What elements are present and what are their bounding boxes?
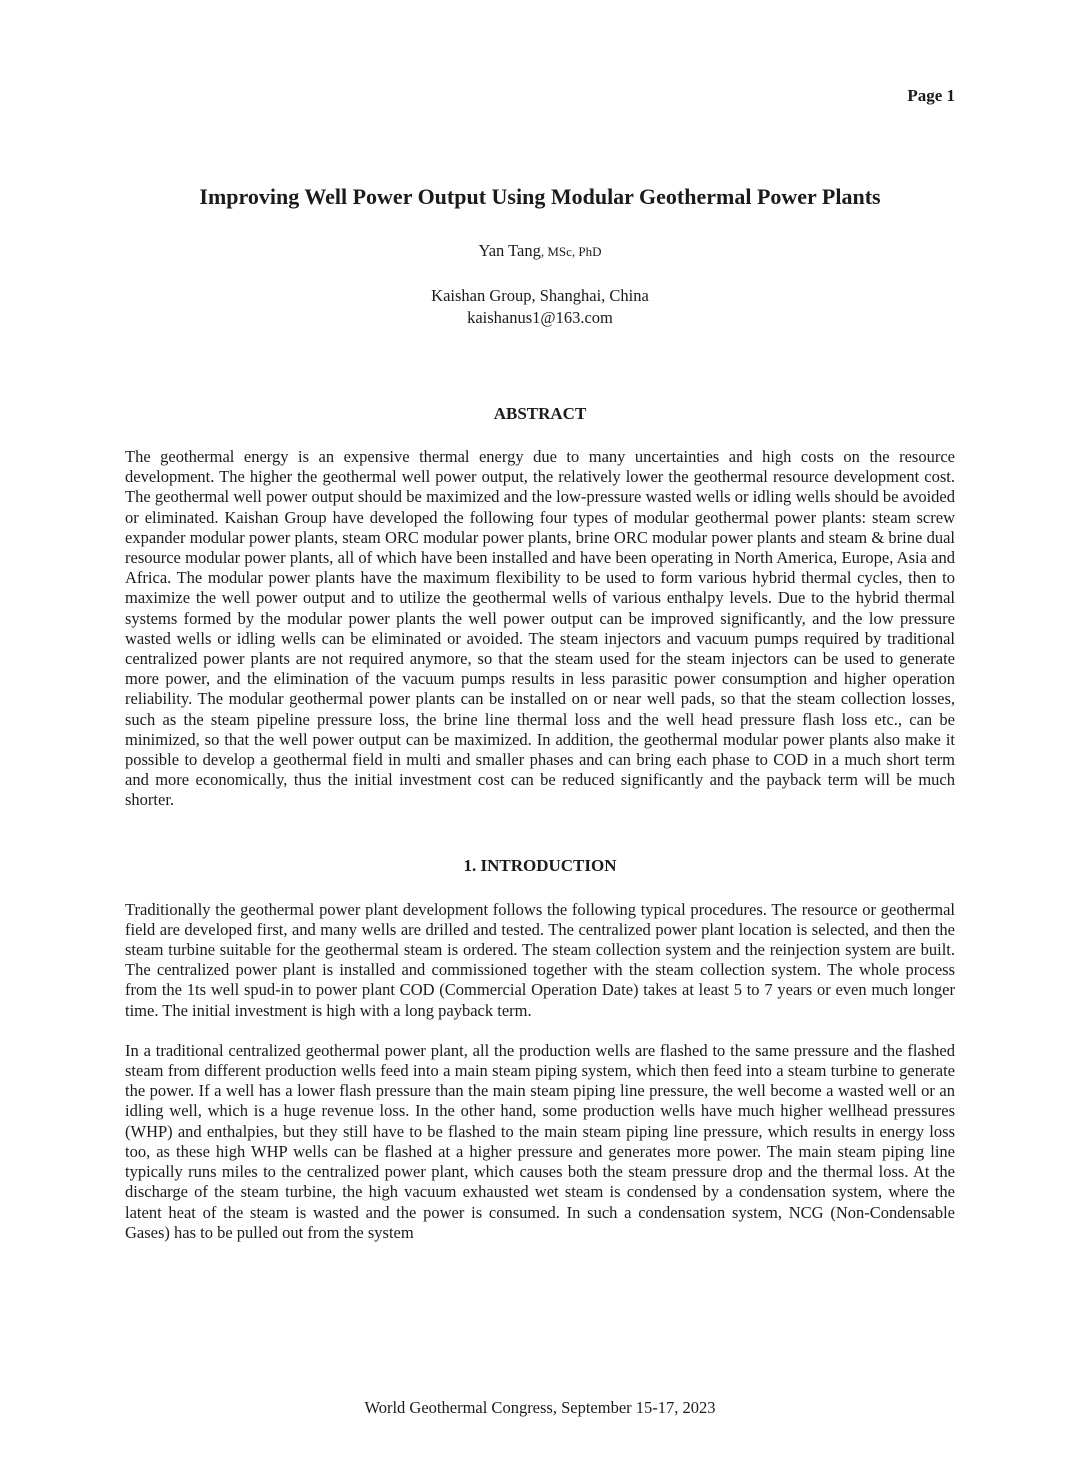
abstract-heading: ABSTRACT	[493, 404, 587, 423]
paper-page	[0, 85, 1080, 1483]
author-line	[125, 240, 955, 262]
affiliation-organization: Kaishan Group, Shanghai, China	[431, 286, 649, 305]
affiliation-block	[125, 285, 955, 329]
page-number: Page 1	[907, 86, 955, 105]
author-name: Yan Tang	[478, 241, 541, 260]
abstract-paragraph: The geothermal energy is an expensive thermal energy due to many uncertainties and high costs on the resource development. The higher the geothermal well power output, the relatively lower the geothermal resource development cost. The geothermal well power output should be maximized and the low-pressure wasted wells or idling wells should be avoided or eliminated. Kaishan Group have developed the following four types of modular geothermal power plants: steam screw expander modular power plants, steam ORC modular power plants, brine ORC modular power plants and steam & brine dual resource modular power plants, all of which have been installed and have been operating in North America, Europe, Asia and Africa. The modular power plants have the maximum flexibility to be used to form various hybrid thermal cycles, then to maximize the well power output and to utilize the geothermal wells of various enthalpy levels. Due to the hybrid thermal systems formed by the modular power plants the well power output can be improved significantly, and the low pressure wasted wells or idling wells can be eliminated or avoided. The steam injectors and vacuum pumps required by traditional centralized power plants are not required anymore, so that the steam used for the steam injectors can be used to generate more power, and the elimination of the vacuum pumps results in less parasitic power consumption and higher operation reliability. The modular geothermal power plants can be installed on or near well pads, so that the steam collection losses, such as the steam pipeline pressure loss, the brine line thermal loss and the well head pressure flash loss etc., can be minimized, so that the well power output can be maximized. In addition, the geothermal modular power plants also make it possible to develop a geothermal field in multi and smaller phases and can bring each phase to COD in a much short term and more economically, thus the initial investment cost can be reduced significantly and the payback term will be much shorter.	[125, 447, 955, 810]
introduction-paragraph-1: Traditionally the geothermal power plant development follows the following typical procedures. The resource or geothermal field are developed first, and many wells are drilled and tested. The centralized power plant location is selected, and then the steam turbine suitable for the geothermal steam is ordered. The steam collection system and the reinjection system are built. The centralized power plant is installed and commissioned together with the steam collection system. The whole process from the 1ts well spud-in to power plant COD (Commercial Operation Date) takes at least 5 to 7 years or even much longer time. The initial investment is high with a long payback term.	[125, 899, 955, 1020]
introduction-heading: 1. INTRODUCTION	[463, 855, 617, 875]
author-credentials: , MSc, PhD	[540, 244, 602, 259]
paper-title: Improving Well Power Output Using Modular Geothermal Power Plants	[199, 184, 881, 209]
conference-footer: World Geothermal Congress, September 15-17, 2023	[364, 1398, 716, 1417]
introduction-paragraph-2: In a traditional centralized geothermal power plant, all the production wells are flashed to the same pressure and the flashed steam from different production wells feed into a main steam piping system, which then feed into a steam turbine to generate the power. If a well has a lower flash pressure than the main steam piping line pressure, the well become a wasted well or an idling well, which is a huge revenue loss. In the other hand, some production wells have much higher wellhead pressures (WHP) and enthalpies, but they still have to be flashed to the main steam piping line pressure, which results in energy loss too, as these high WHP wells can be flashed at a higher pressure and generates more power. The main steam piping line typically runs miles to the centralized power plant, which causes both the steam pressure drop and the thermal loss. At the discharge of the steam turbine, the high vacuum exhausted wet steam is condensed by a condensation system, where the latent heat of the steam is wasted and the power is consumed. In such a condensation system, NCG (Non-Condensable Gases) has to be pulled out from the system	[125, 1040, 955, 1242]
affiliation-email: kaishanus1@163.com	[467, 308, 613, 327]
